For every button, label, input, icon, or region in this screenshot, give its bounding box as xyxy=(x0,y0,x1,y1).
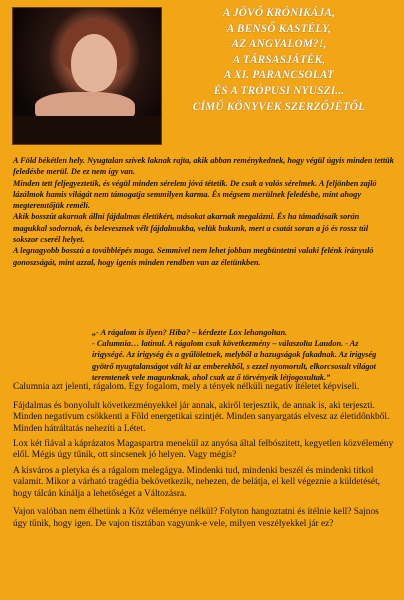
dialog-line: „- A rágalom is ilyen? Hiba? – kérdezte Lox lehangoltan. xyxy=(92,328,288,337)
synopsis xyxy=(13,382,395,534)
intro-paragraph: Akik bosszút akarnak állni fájdalmas életükért, másokat akarnak megalázni. És ha támadásaik során magukkal sodornak, és belevesznek vélt fájdalmukba, velük bukunk, mert a csatát soran a jó és rossz túl sokszor cserél helyet. xyxy=(13,212,369,245)
synopsis-paragraph: Fájdalmas és bonyolult következményekkel jár annak, akiről terjesztik, de annak is, aki terjeszti. Minden negatívum csökkenti a Föld energetikai szintjét. Minden sanyargatás elvesz az életidőnkből. Minden hátráltatás nehezíti a Létet. xyxy=(13,400,390,434)
synopsis-paragraph: Lox két fiával a káprázatos Magaspartra menekül az anyósa által felbószitett, kegyetlen közvélemény elől. Mégis úgy tűnik, ott sincsenek jó helyen. Vagy mégis? xyxy=(13,438,394,461)
title-line: A JÖVŐ KRÓNIKÁJA, xyxy=(222,7,336,19)
intro-paragraph: Minden tett feljegyeztetik, és végül minden sérelem jóvá tétetik. De csak a valós sérelmek. A feljönben zajló lázálmok hamis világát nem támogatja semmilyen karma. És mégsem merülnek feledésbe, mint ahogy megteremtőjük remélí. xyxy=(13,178,377,211)
title-line: CÍMŰ KÖNYVEK SZERZŐJÉTŐL xyxy=(192,100,366,113)
synopsis-paragraph: Calumnia azt jelenti, rágalom. Egy fogalom, mely a tények nélküli negatív ítéletet képviseli. xyxy=(13,382,360,392)
intro-text xyxy=(13,155,395,268)
book-titles xyxy=(160,6,398,115)
synopsis-paragraph: Vajon valóban nem élhetünk a Köz véleménye nélkül? Folyton hangoztatni és ítélnie kell? Sajnos úgy tűnik, hogy igen. De vajon tisztában vagyunk-e vele, milyen veszélyekkel jár ez? xyxy=(13,507,379,529)
intro-paragraph: A legnagyobb bosszú a továbblépés maga. Semmivel nem lehet jobban megbüntetni valaki felénk irányuló gonoszságát, mint azzal, hogy igenis minden rendben van az életünkben. xyxy=(13,246,374,267)
title-line: A XI. PARANCSOLAT xyxy=(223,69,335,82)
title-line: A TÁRSASJÁTÉK, xyxy=(232,53,326,66)
synopsis-paragraph: A kisváros a pletyka és a rágalom melegágya. Mindenki tud, mindenki beszél és mindenki titkol valamit. Mikor a várható tragédia bekövetkezik, nehezen, de belátja, el kell végeznie a küldetését, hogy tálcán kínálja a lehetőséget a Változásra. xyxy=(13,465,381,499)
photo-face xyxy=(71,34,117,92)
author-photo xyxy=(12,7,162,145)
photo-shirt xyxy=(13,116,162,145)
title-line: AZ ANGYALOM?!, xyxy=(231,38,327,51)
title-line: A BENSŐ KASTÉLY, xyxy=(226,22,332,35)
intro-paragraph: A Föld békétlen hely. Nyugtalan szívek laknak rajta, akik abban reménykednek, hogy végül úgyis minden tettük feledésbe merül. De ez nem így van. xyxy=(13,156,394,177)
dialog-line: - Calumnia… latinul. A rágalom csak következmény – válaszolta Laudon. - Az irigységé. Az irigység és a gyűlöletnek, melyből a hazugságok fakadnak. Az irigység gyötrő nyugtalanságot vált ki az emberekből, s ezzel nyomorult, elkorcsosult világot teremtenek vele magunknak, ahol csak az ő törvényeik létjogosultak.” xyxy=(92,339,377,382)
dialog-quote xyxy=(92,327,392,383)
title-line: ÉS A TRÓPUSI NYUSZI... xyxy=(213,84,345,97)
